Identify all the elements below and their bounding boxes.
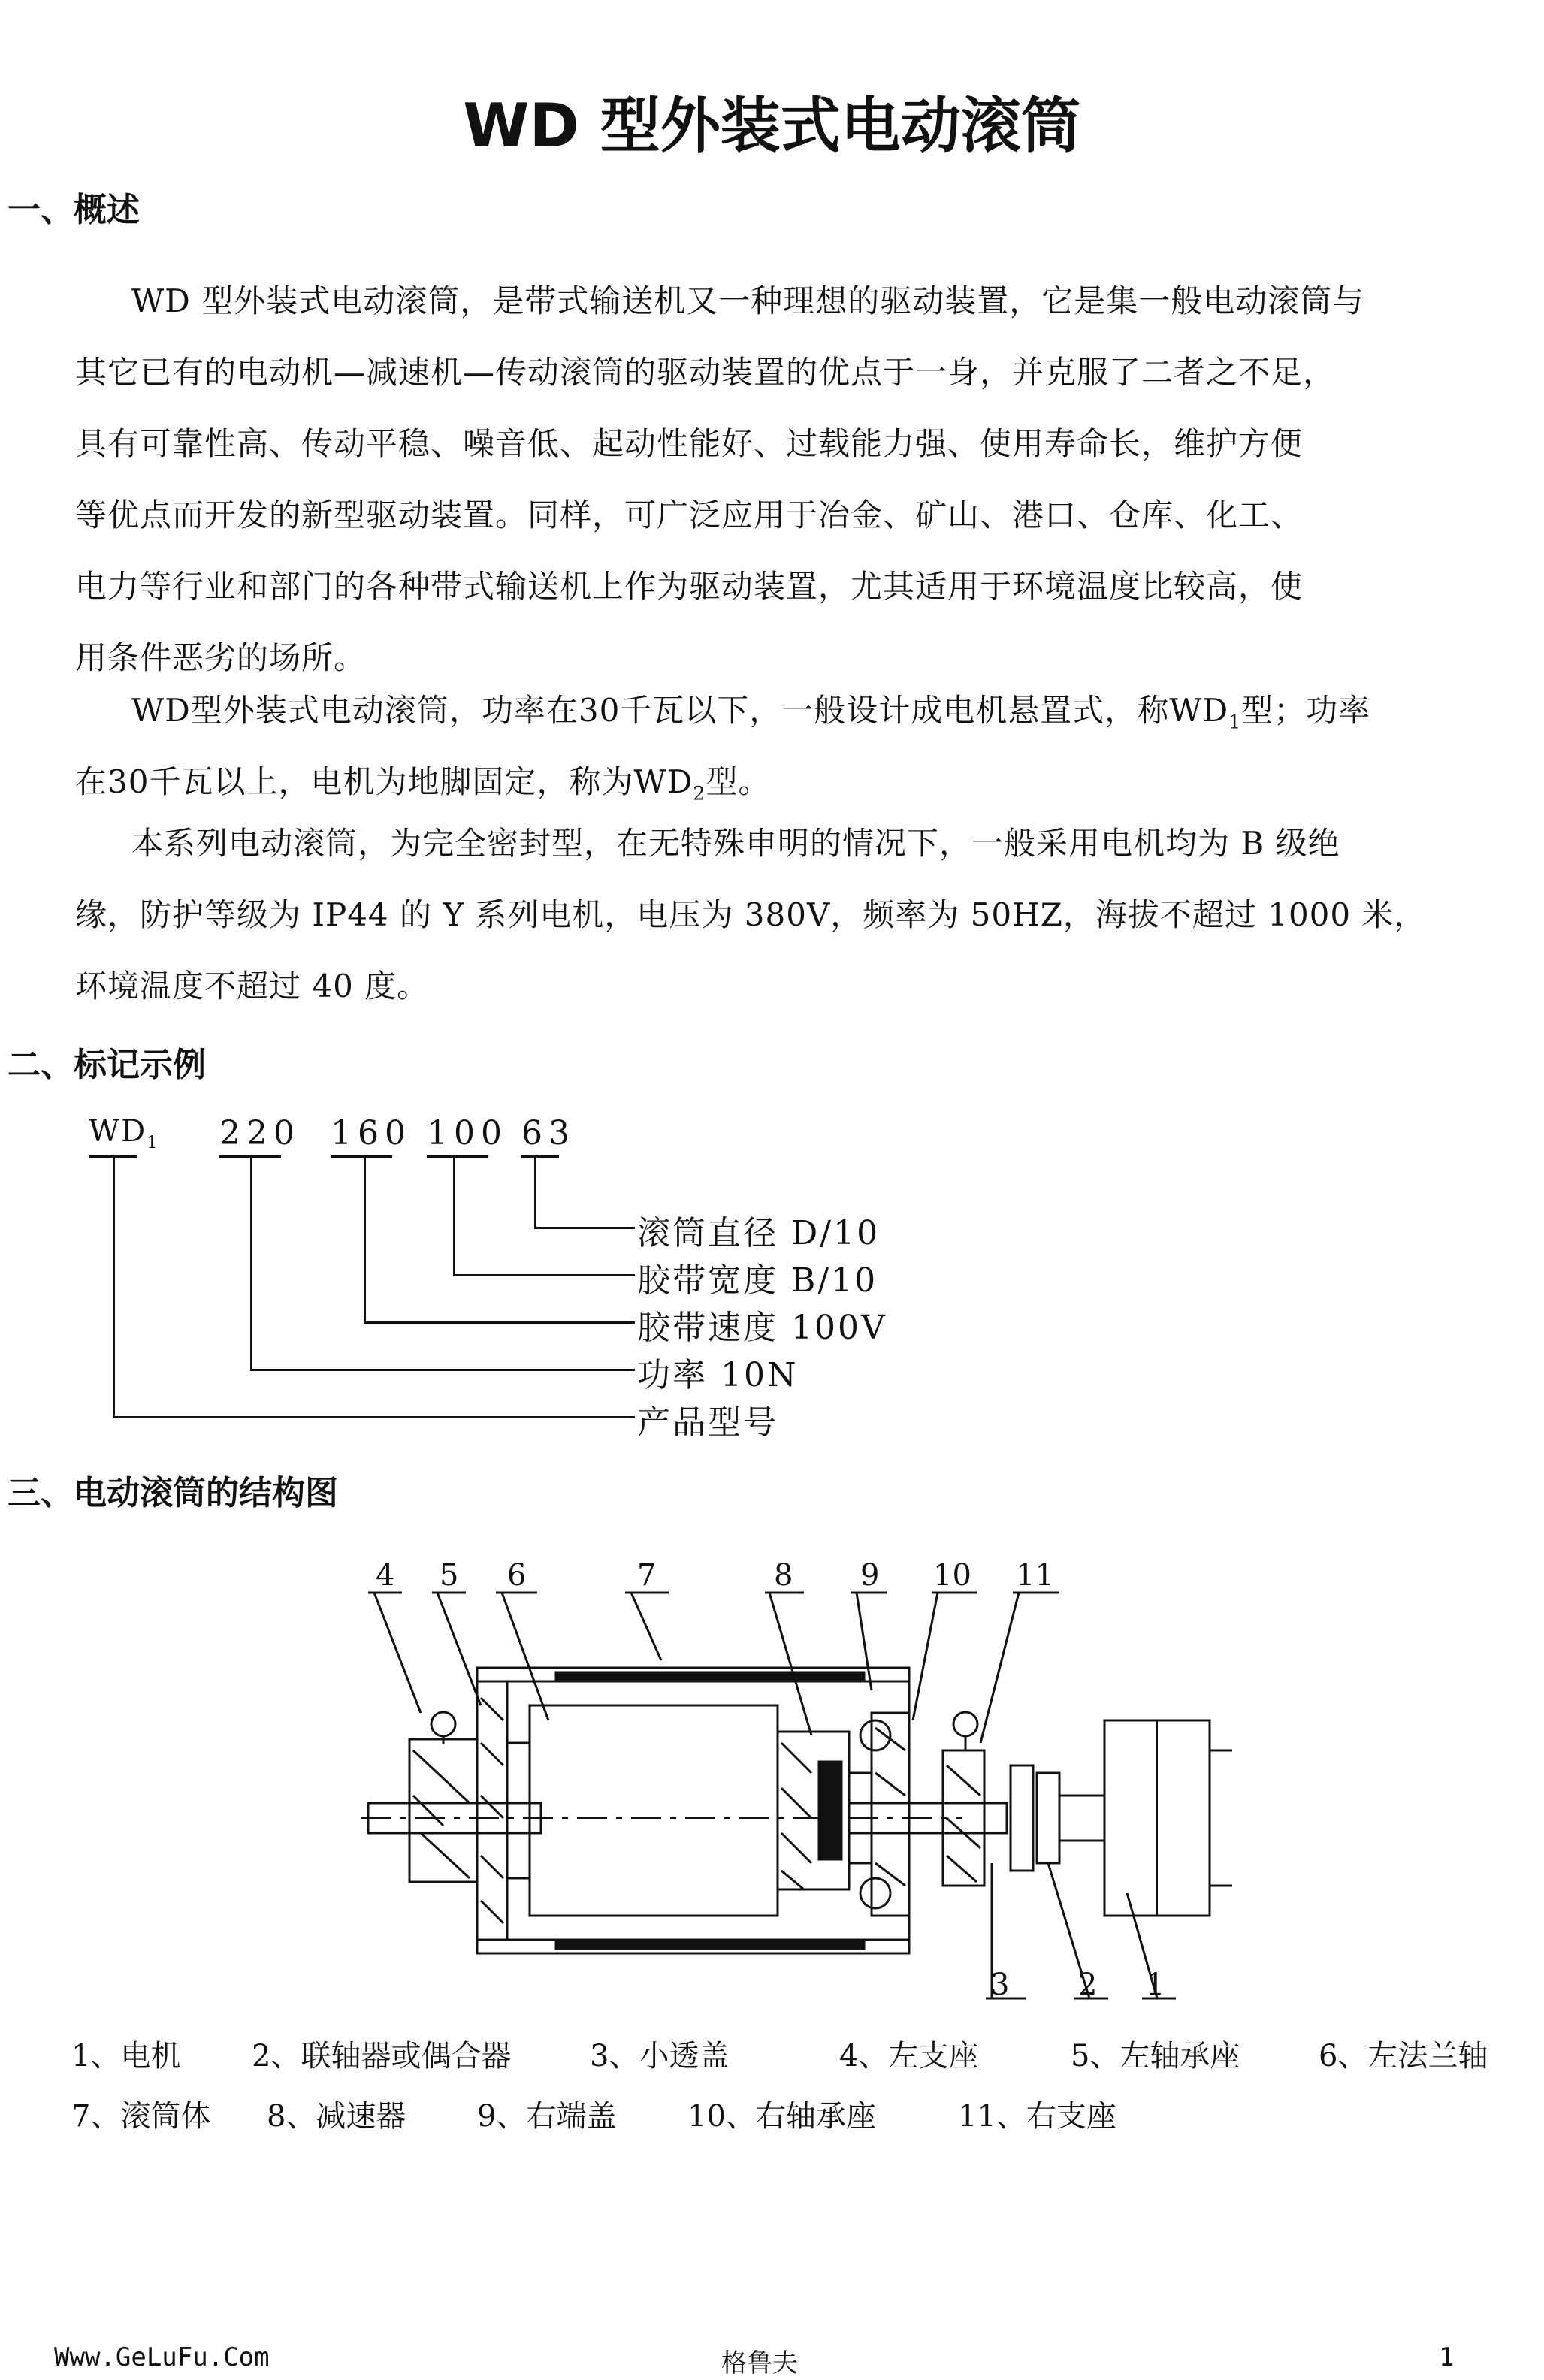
leader-line: [113, 1155, 115, 1418]
part-item: 5、左轴承座: [1071, 2039, 1240, 2073]
text-line: 本系列电动滚筒，为完全密封型，在无特殊申明的情况下，一般采用电机均为 B 级绝: [131, 825, 1340, 862]
text-line: [75, 675, 1514, 746]
leader-line: [534, 1155, 536, 1229]
leader-line: [250, 1155, 252, 1371]
code-underline: [521, 1155, 559, 1158]
code-underline: [427, 1155, 488, 1158]
footer-website: Www.GeLuFu.Com: [54, 2342, 270, 2372]
page-title: WD 型外装式电动滚筒: [463, 91, 1081, 161]
code-underline: [331, 1155, 392, 1158]
part-item: 2、联轴器或偶合器: [252, 2039, 512, 2073]
text-segment: 型。: [706, 763, 771, 800]
part-item: 7、滚筒体: [71, 2099, 211, 2134]
legend-belt-width: 胶带宽度 B/10: [637, 1261, 878, 1300]
drum-structure-diagram: [0, 1548, 1544, 2028]
legend-model: 产品型号: [637, 1403, 778, 1442]
part-item: 3、小透盖: [590, 2039, 730, 2073]
part-item: 9、右端盖: [477, 2099, 617, 2134]
text-line: 具有可靠性高、传动平稳、噪音低、起动性能好、过载能力强、使用寿命长，维护方便: [75, 425, 1304, 462]
diagram-label-3: 3: [990, 1968, 1010, 2002]
text-segment: 在30千瓦以上，电机为地脚固定，称为WD: [75, 763, 693, 800]
part-item: 6、左法兰轴: [1319, 2039, 1488, 2073]
leader-line: [113, 1416, 635, 1418]
footer-page-number: 1: [1439, 2342, 1455, 2372]
code-speed: 160: [331, 1114, 412, 1152]
overview-paragraph-3: [75, 808, 1514, 1022]
text-line: 其它已有的电动机—减速机—传动滚筒的驱动装置的优点于一身，并克服了二者之不足，: [75, 354, 1336, 391]
legend-power: 功率 10N: [637, 1356, 799, 1394]
text-segment: 型；功率: [1241, 692, 1371, 729]
subscript: 1: [1228, 711, 1242, 733]
section-2-heading: 二、标记示例: [8, 1046, 206, 1084]
leader-line: [364, 1321, 635, 1324]
overview-paragraph-1: [75, 265, 1514, 693]
part-item: 11、右支座: [958, 2099, 1116, 2134]
text-line: 用条件恶劣的场所。: [75, 639, 367, 676]
text-line: 环境温度不超过 40 度。: [75, 968, 430, 1004]
diagram-label-7: 7: [637, 1558, 657, 1593]
code-diameter: 63: [521, 1114, 576, 1152]
part-item: 10、右轴承座: [687, 2099, 876, 2134]
overview-paragraph-2: [75, 675, 1514, 817]
diagram-label-4: 4: [376, 1558, 395, 1593]
leader-line: [534, 1227, 635, 1229]
diagram-label-5: 5: [440, 1558, 459, 1593]
code-width: 100: [427, 1114, 508, 1152]
diagram-label-11: 11: [1016, 1558, 1054, 1593]
code-wd-subscript: 1: [147, 1134, 159, 1152]
footer-brand: 格鲁夫: [721, 2348, 798, 2378]
part-item: 1、电机: [71, 2039, 181, 2073]
code-wd-text: WD: [89, 1114, 147, 1149]
text-line: 等优点而开发的新型驱动装置。同样，可广泛应用于冶金、矿山、港口、仓库、化工、: [75, 497, 1304, 533]
diagram-label-9: 9: [860, 1558, 880, 1593]
text-line: 缘，防护等级为 IP44 的 Y 系列电机，电压为 380V，频率为 50HZ，海拔不超过 1000 米，: [75, 896, 1427, 933]
section-1-heading: 一、概述: [8, 191, 140, 229]
leader-line: [453, 1155, 455, 1276]
leader-line: [453, 1274, 635, 1276]
diagram-label-8: 8: [774, 1558, 793, 1593]
diagram-label-6: 6: [507, 1558, 527, 1593]
diagram-label-10: 10: [933, 1558, 971, 1593]
subscript: 2: [693, 782, 706, 805]
diagram-label-2: 2: [1078, 1968, 1098, 2002]
leader-line: [250, 1369, 635, 1371]
code-wd: [89, 1114, 159, 1152]
text-line: [75, 746, 1514, 817]
legend-diameter: 滚筒直径 D/10: [637, 1214, 881, 1252]
legend-belt-speed: 胶带速度 100V: [637, 1309, 887, 1347]
text-segment: WD型外装式电动滚筒，功率在30千瓦以下，一般设计成电机悬置式，称WD: [131, 692, 1229, 729]
section-3-heading: 三、电动滚筒的结构图: [8, 1474, 338, 1512]
code-power: 220: [219, 1114, 301, 1152]
diagram-label-1: 1: [1146, 1968, 1165, 2002]
text-line: WD 型外装式电动滚筒，是带式输送机又一种理想的驱动装置，它是集一般电动滚筒与: [131, 282, 1365, 319]
part-item: 4、左支座: [839, 2039, 979, 2073]
part-item: 8、减速器: [267, 2099, 406, 2134]
text-line: 电力等行业和部门的各种带式输送机上作为驱动装置，尤其适用于环境温度比较高，使: [75, 568, 1304, 605]
leader-line: [364, 1155, 366, 1324]
